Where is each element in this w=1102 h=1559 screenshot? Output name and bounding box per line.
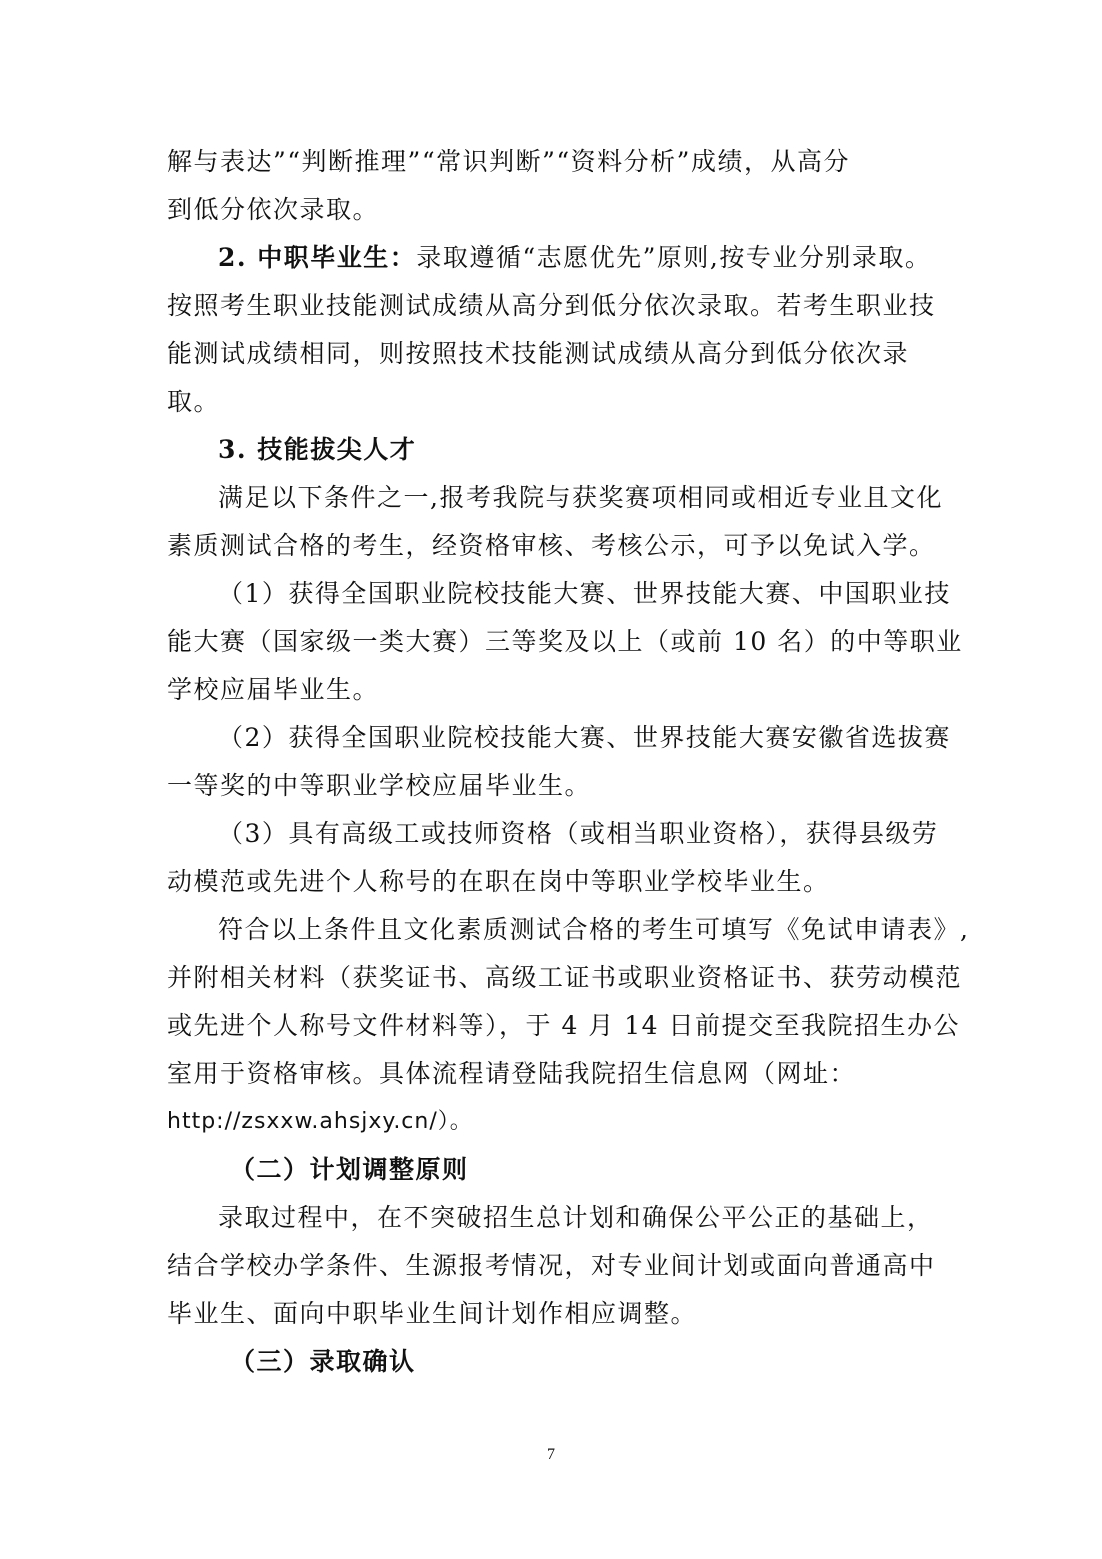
paragraph-line: 录取过程中，在不突破招生总计划和确保公平公正的基础上， [218, 1203, 934, 1232]
page-number: 7 [547, 1446, 555, 1463]
paragraph-line: 一等奖的中等职业学校应届毕业生。 [167, 771, 592, 800]
paragraph-line: 能测试成绩相同，则按照技术技能测试成绩从高分到低分依次录 [167, 339, 910, 368]
paragraph-line: 并附相关材料（获奖证书、高级工证书或职业资格证书、获劳动模范 [167, 963, 963, 992]
paragraph-line: 动模范或先进个人称号的在职在岗中等职业学校毕业生。 [167, 867, 830, 896]
paragraph-line: 学校应届毕业生。 [167, 675, 380, 704]
list-item-3: （3）具有高级工或技师资格（或相当职业资格），获得县级劳 [218, 819, 939, 848]
paragraph-line: 能大赛（国家级一类大赛）三等奖及以上（或前 10 名）的中等职业 [167, 627, 963, 656]
paragraph-line: 毕业生、面向中职毕业生间计划作相应调整。 [167, 1299, 698, 1328]
paragraph-line: 取。 [167, 387, 221, 416]
paragraph-text: 录取遵循“志愿优先”原则,按专业分别录取。 [416, 243, 932, 272]
list-item-2: （2）获得全国职业院校技能大赛、世界技能大赛安徽省选拔赛 [218, 723, 951, 752]
paragraph-line: 到低分依次录取。 [167, 195, 380, 224]
section-heading-admission-confirmation: （三）录取确认 [230, 1347, 416, 1376]
paragraph-line: 按照考生职业技能测试成绩从高分到低分依次录取。若考生职业技 [167, 291, 936, 320]
list-item-1: （1）获得全国职业院校技能大赛、世界技能大赛、中国职业技 [218, 579, 951, 608]
paragraph-line [218, 242, 931, 274]
paragraph-line: 室用于资格审核。具体流程请登陆我院招生信息网（网址： [167, 1059, 857, 1088]
paragraph-line: 结合学校办学条件、生源报考情况，对专业间计划或面向普通高中 [167, 1251, 936, 1280]
section-heading-talent: 3. 技能拔尖人才 [218, 435, 417, 464]
website-url: http://zsxxw.ahsjxy.cn/）。 [167, 1109, 473, 1134]
paragraph-line: 满足以下条件之一,报考我院与获奖赛项相同或相近专业且文化 [218, 483, 943, 512]
section-heading-vocational: 2. 中职毕业生： [218, 243, 417, 272]
section-heading-plan-adjustment: （二）计划调整原则 [230, 1155, 469, 1184]
paragraph-line: 符合以上条件且文化素质测试合格的考生可填写《免试申请表》, [218, 915, 970, 944]
paragraph-line: 解与表达”“判断推理”“常识判断”“资料分析”成绩，从高分 [167, 147, 850, 176]
paragraph-line: 或先进个人称号文件材料等），于 4 月 14 日前提交至我院招生办公 [167, 1011, 961, 1040]
paragraph-line: 素质测试合格的考生，经资格审核、考核公示，可予以免试入学。 [167, 531, 936, 560]
